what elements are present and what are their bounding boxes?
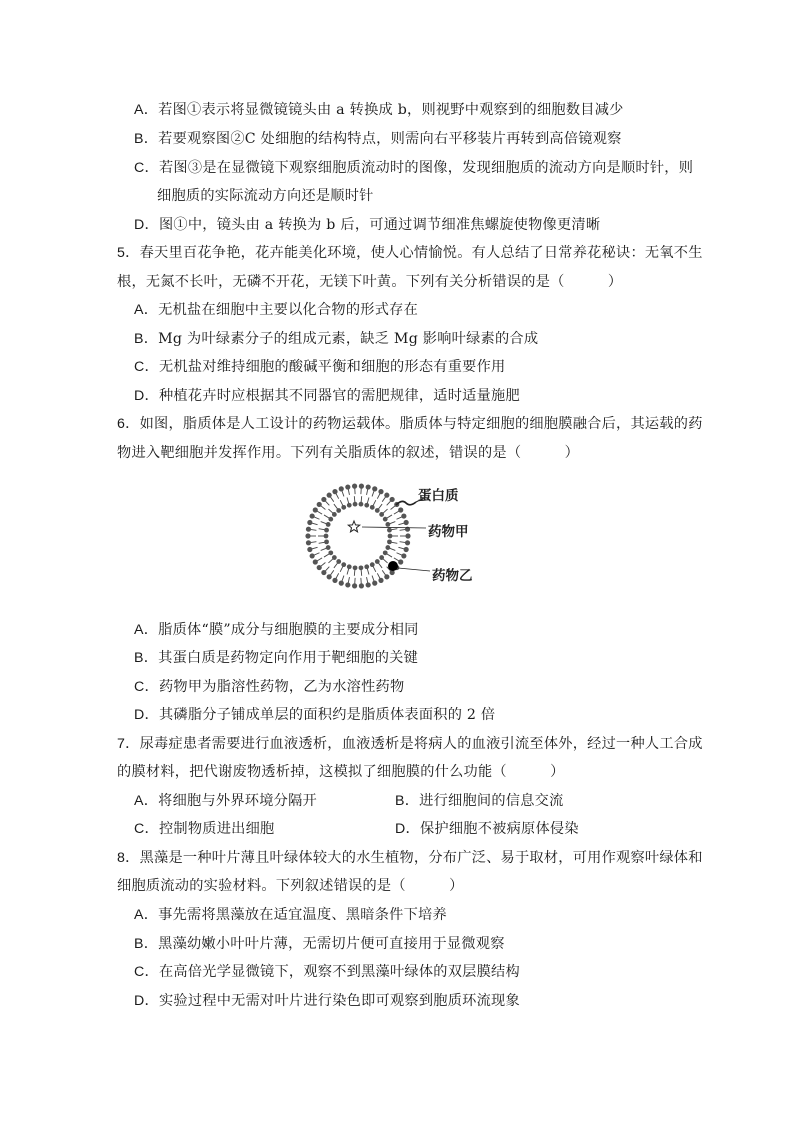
phospholipid-head	[324, 534, 329, 539]
phospholipid-head	[339, 581, 344, 586]
text-line	[134, 819, 274, 839]
phospholipid-head	[388, 534, 393, 539]
phospholipid-head	[383, 550, 388, 555]
phospholipid-head	[307, 547, 312, 552]
label-drug-a: 药物甲	[428, 524, 469, 540]
label-drug-b: 药物乙	[432, 568, 473, 584]
text-line	[134, 791, 317, 811]
liposome-figure	[300, 480, 510, 598]
phospholipid-head	[336, 559, 341, 564]
text-line	[134, 934, 505, 954]
phospholipid-head	[359, 502, 364, 507]
item-text: 细胞质的实际流动方向还是顺时针	[157, 188, 374, 204]
phospholipid-head	[370, 562, 375, 567]
item-text: Mg 为叶绿素分子的组成元素，缺乏 Mg 影响叶绿素的合成	[158, 331, 539, 347]
text-line	[134, 386, 520, 406]
phospholipid-head	[359, 484, 364, 489]
phospholipid-head	[366, 484, 371, 489]
item-label: B．	[134, 650, 159, 666]
text-line	[134, 300, 418, 320]
phospholipid-head	[404, 520, 409, 525]
phospholipid-head	[364, 564, 369, 569]
item-label: 5．	[117, 245, 140, 261]
text-line	[134, 329, 538, 349]
phospholipid-head	[401, 553, 406, 558]
item-label: A．	[134, 907, 159, 923]
item-text: 若要观察图②C 处细胞的结构特点，则需向右平移装片再转到高倍镜观察	[158, 131, 622, 147]
item-label: B．	[134, 131, 159, 147]
item-text: 尿毒症患者需要进行血液透析，血液透析是将病人的血液引流至体外，经过一种人工合成	[139, 736, 703, 752]
item-label: D．	[134, 217, 159, 233]
item-text: 若图①表示将显微镜镜头由 a 转换成 b，则视野中观察到的细胞数目减少	[158, 102, 624, 118]
phospholipid-head	[379, 555, 384, 560]
phospholipid-head	[345, 582, 350, 587]
drug-b-dot	[388, 561, 398, 571]
text-line	[134, 905, 447, 925]
phospholipid-head	[317, 502, 322, 507]
phospholipid-head	[326, 545, 331, 550]
item-text: 事先需将黑藻放在适宜温度、黑暗条件下培养	[158, 907, 447, 923]
text-line	[117, 876, 464, 896]
phospholipid-head	[332, 555, 337, 560]
phospholipid-head	[390, 497, 395, 502]
phospholipid-head	[327, 574, 332, 579]
phospholipid-head	[372, 486, 377, 491]
phospholipid-head	[352, 583, 357, 588]
phospholipid-head	[405, 540, 410, 545]
text-line	[134, 620, 419, 640]
phospholipid-head	[332, 489, 337, 494]
phospholipid-head	[326, 522, 331, 527]
phospholipid-head	[359, 583, 364, 588]
item-label: B．	[134, 936, 159, 952]
item-text: 春天里百花争艳，花卉能美化环境，使人心情愉悦。有人总结了日常养花秘诀：无氧不生	[139, 245, 703, 261]
label-protein: 蛋白质	[418, 488, 459, 504]
phospholipid-head	[313, 507, 318, 512]
text-line	[395, 819, 579, 839]
text-line	[117, 414, 703, 434]
phospholipid-head	[401, 513, 406, 518]
phospholipid-head	[384, 574, 389, 579]
phospholipid-head	[383, 517, 388, 522]
text-line	[134, 705, 495, 725]
phospholipid-head	[387, 528, 392, 533]
phospholipid-head	[321, 570, 326, 575]
item-label: D．	[134, 388, 159, 404]
item-text: 种植花卉时应根据其不同器官的需肥规律，适时适量施肥	[158, 388, 520, 404]
liposome-diagram	[300, 480, 510, 598]
text-line	[117, 762, 565, 782]
text-line	[117, 272, 622, 292]
phospholipid-head	[364, 503, 369, 508]
phospholipid-head	[324, 539, 329, 544]
text-line	[134, 129, 622, 149]
item-label: D．	[134, 707, 159, 723]
phospholipid-head	[353, 502, 358, 507]
phospholipid-head	[387, 539, 392, 544]
phospholipid-head	[305, 533, 310, 538]
phospholipid-head	[341, 562, 346, 567]
phospholipid-head	[328, 550, 333, 555]
text-line	[134, 158, 693, 178]
item-text: 物进入靶细胞并发挥作用。下列有关脂质体的叙述，错误的是（ ）	[117, 445, 580, 461]
phospholipid-head	[306, 540, 311, 545]
item-text: 其磷脂分子铺成单层的面积约是脂质体表面积的 2 倍	[158, 707, 496, 723]
drug-b-leader	[398, 568, 430, 571]
drug-a-leader	[362, 527, 426, 528]
item-label: A．	[134, 622, 159, 638]
phospholipid-head	[352, 484, 357, 489]
item-text: 实验过程中无需对叶片进行染色即可观察到胞质环流现象	[158, 993, 520, 1009]
text-line	[134, 648, 418, 668]
phospholipid-head	[375, 559, 380, 564]
item-label: C．	[134, 821, 159, 837]
phospholipid-head	[313, 559, 318, 564]
item-label: A．	[134, 793, 159, 809]
phospholipid-head	[347, 503, 352, 508]
item-label: D．	[134, 993, 159, 1009]
item-text: 根，无氮不长叶，无磷不开花，无镁下叶黄。下列有关分析错误的是（ ）	[117, 274, 623, 290]
item-text: 其蛋白质是药物定向作用于靶细胞的关键	[158, 650, 419, 666]
phospholipid-head	[405, 533, 410, 538]
phospholipid-head	[398, 559, 403, 564]
phospholipid-head	[336, 508, 341, 513]
phospholipid-head	[327, 493, 332, 498]
phospholipid-head	[366, 582, 371, 587]
item-text: 的膜材料，把代谢废物透析掉，这模拟了细胞膜的什么功能（ ）	[117, 764, 565, 780]
phospholipid-head	[328, 517, 333, 522]
phospholipid-head	[375, 508, 380, 513]
phospholipid-head	[339, 486, 344, 491]
item-text: 如图，脂质体是人工设计的药物运载体。脂质体与特定细胞的细胞膜融合后，其运载的药	[139, 416, 703, 432]
phospholipid-head	[345, 484, 350, 489]
phospholipid-head	[385, 545, 390, 550]
item-label: C．	[134, 964, 159, 980]
phospholipid-head	[359, 565, 364, 570]
text-line	[134, 357, 505, 377]
item-text: 黑藻幼嫩小叶叶片薄，无需切片便可直接用于显微观察	[158, 936, 505, 952]
text-line	[117, 443, 579, 463]
item-text: 黑藻是一种叶片薄且叶绿体较大的水生植物，分布广泛、易于取材，可用作观察叶绿体和	[139, 850, 703, 866]
text-line	[117, 734, 703, 754]
item-text: 无机盐对维持细胞的酸碱平衡和细胞的形态有重要作用	[158, 359, 506, 375]
phospholipid-head	[347, 564, 352, 569]
item-text: 图①中，镜头由 a 转换为 b 后，可通过调节细准焦螺旋使物像更清晰	[158, 217, 601, 233]
item-label: C．	[134, 160, 159, 176]
phospholipid-head	[404, 547, 409, 552]
item-text: 在高倍光学显微镜下，观察不到黑藻叶绿体的双层膜结构	[158, 964, 520, 980]
phospholipid-head	[324, 528, 329, 533]
item-label: 7．	[117, 736, 140, 752]
item-label: C．	[134, 679, 159, 695]
phospholipid-head	[378, 489, 383, 494]
item-text: 药物甲为脂溶性药物，乙为水溶性药物	[158, 679, 405, 695]
item-text: 若图③是在显微镜下观察细胞质流动时的图像，发现细胞质的流动方向是顺时针，则	[158, 160, 694, 176]
text-line	[134, 215, 600, 235]
item-label: A．	[134, 302, 159, 318]
phospholipid-head	[332, 512, 337, 517]
phospholipid-head	[341, 505, 346, 510]
phospholipid-head	[332, 578, 337, 583]
phospholipid-head	[398, 507, 403, 512]
item-text: 将细胞与外界环境分隔开	[158, 793, 317, 809]
phospholipid-head	[385, 522, 390, 527]
item-label: B．	[395, 793, 420, 809]
phospholipid-head	[372, 581, 377, 586]
phospholipid-head	[384, 493, 389, 498]
item-label: 8．	[117, 850, 140, 866]
text-line	[117, 243, 703, 263]
text-line	[134, 991, 520, 1011]
text-line	[157, 186, 374, 206]
item-label: A．	[134, 102, 159, 118]
text-line	[395, 791, 564, 811]
text-line	[134, 100, 624, 120]
text-line	[117, 848, 703, 868]
phospholipid-head	[378, 578, 383, 583]
item-label: C．	[134, 359, 159, 375]
text-line	[134, 962, 520, 982]
phospholipid-head	[306, 527, 311, 532]
item-text: 细胞质流动的实验材料。下列叙述错误的是（ ）	[117, 878, 464, 894]
phospholipid-head	[310, 553, 315, 558]
item-text: 控制物质进出细胞	[158, 821, 275, 837]
item-label: B．	[134, 331, 159, 347]
item-label: D．	[395, 821, 420, 837]
item-text: 无机盐在细胞中主要以化合物的形式存在	[158, 302, 419, 318]
item-text: 脂质体“膜”成分与细胞膜的主要成分相同	[158, 622, 419, 638]
phospholipid-head	[379, 512, 384, 517]
item-text: 保护细胞不被病原体侵染	[419, 821, 579, 837]
text-line	[134, 677, 404, 697]
phospholipid-head	[317, 565, 322, 570]
item-text: 进行细胞间的信息交流	[419, 793, 564, 809]
drug-a-star	[348, 521, 359, 532]
item-label: 6．	[117, 416, 140, 432]
phospholipid-head	[310, 513, 315, 518]
phospholipid-head	[353, 565, 358, 570]
phospholipid-head	[321, 497, 326, 502]
phospholipid-head	[307, 520, 312, 525]
phospholipid-head	[370, 505, 375, 510]
